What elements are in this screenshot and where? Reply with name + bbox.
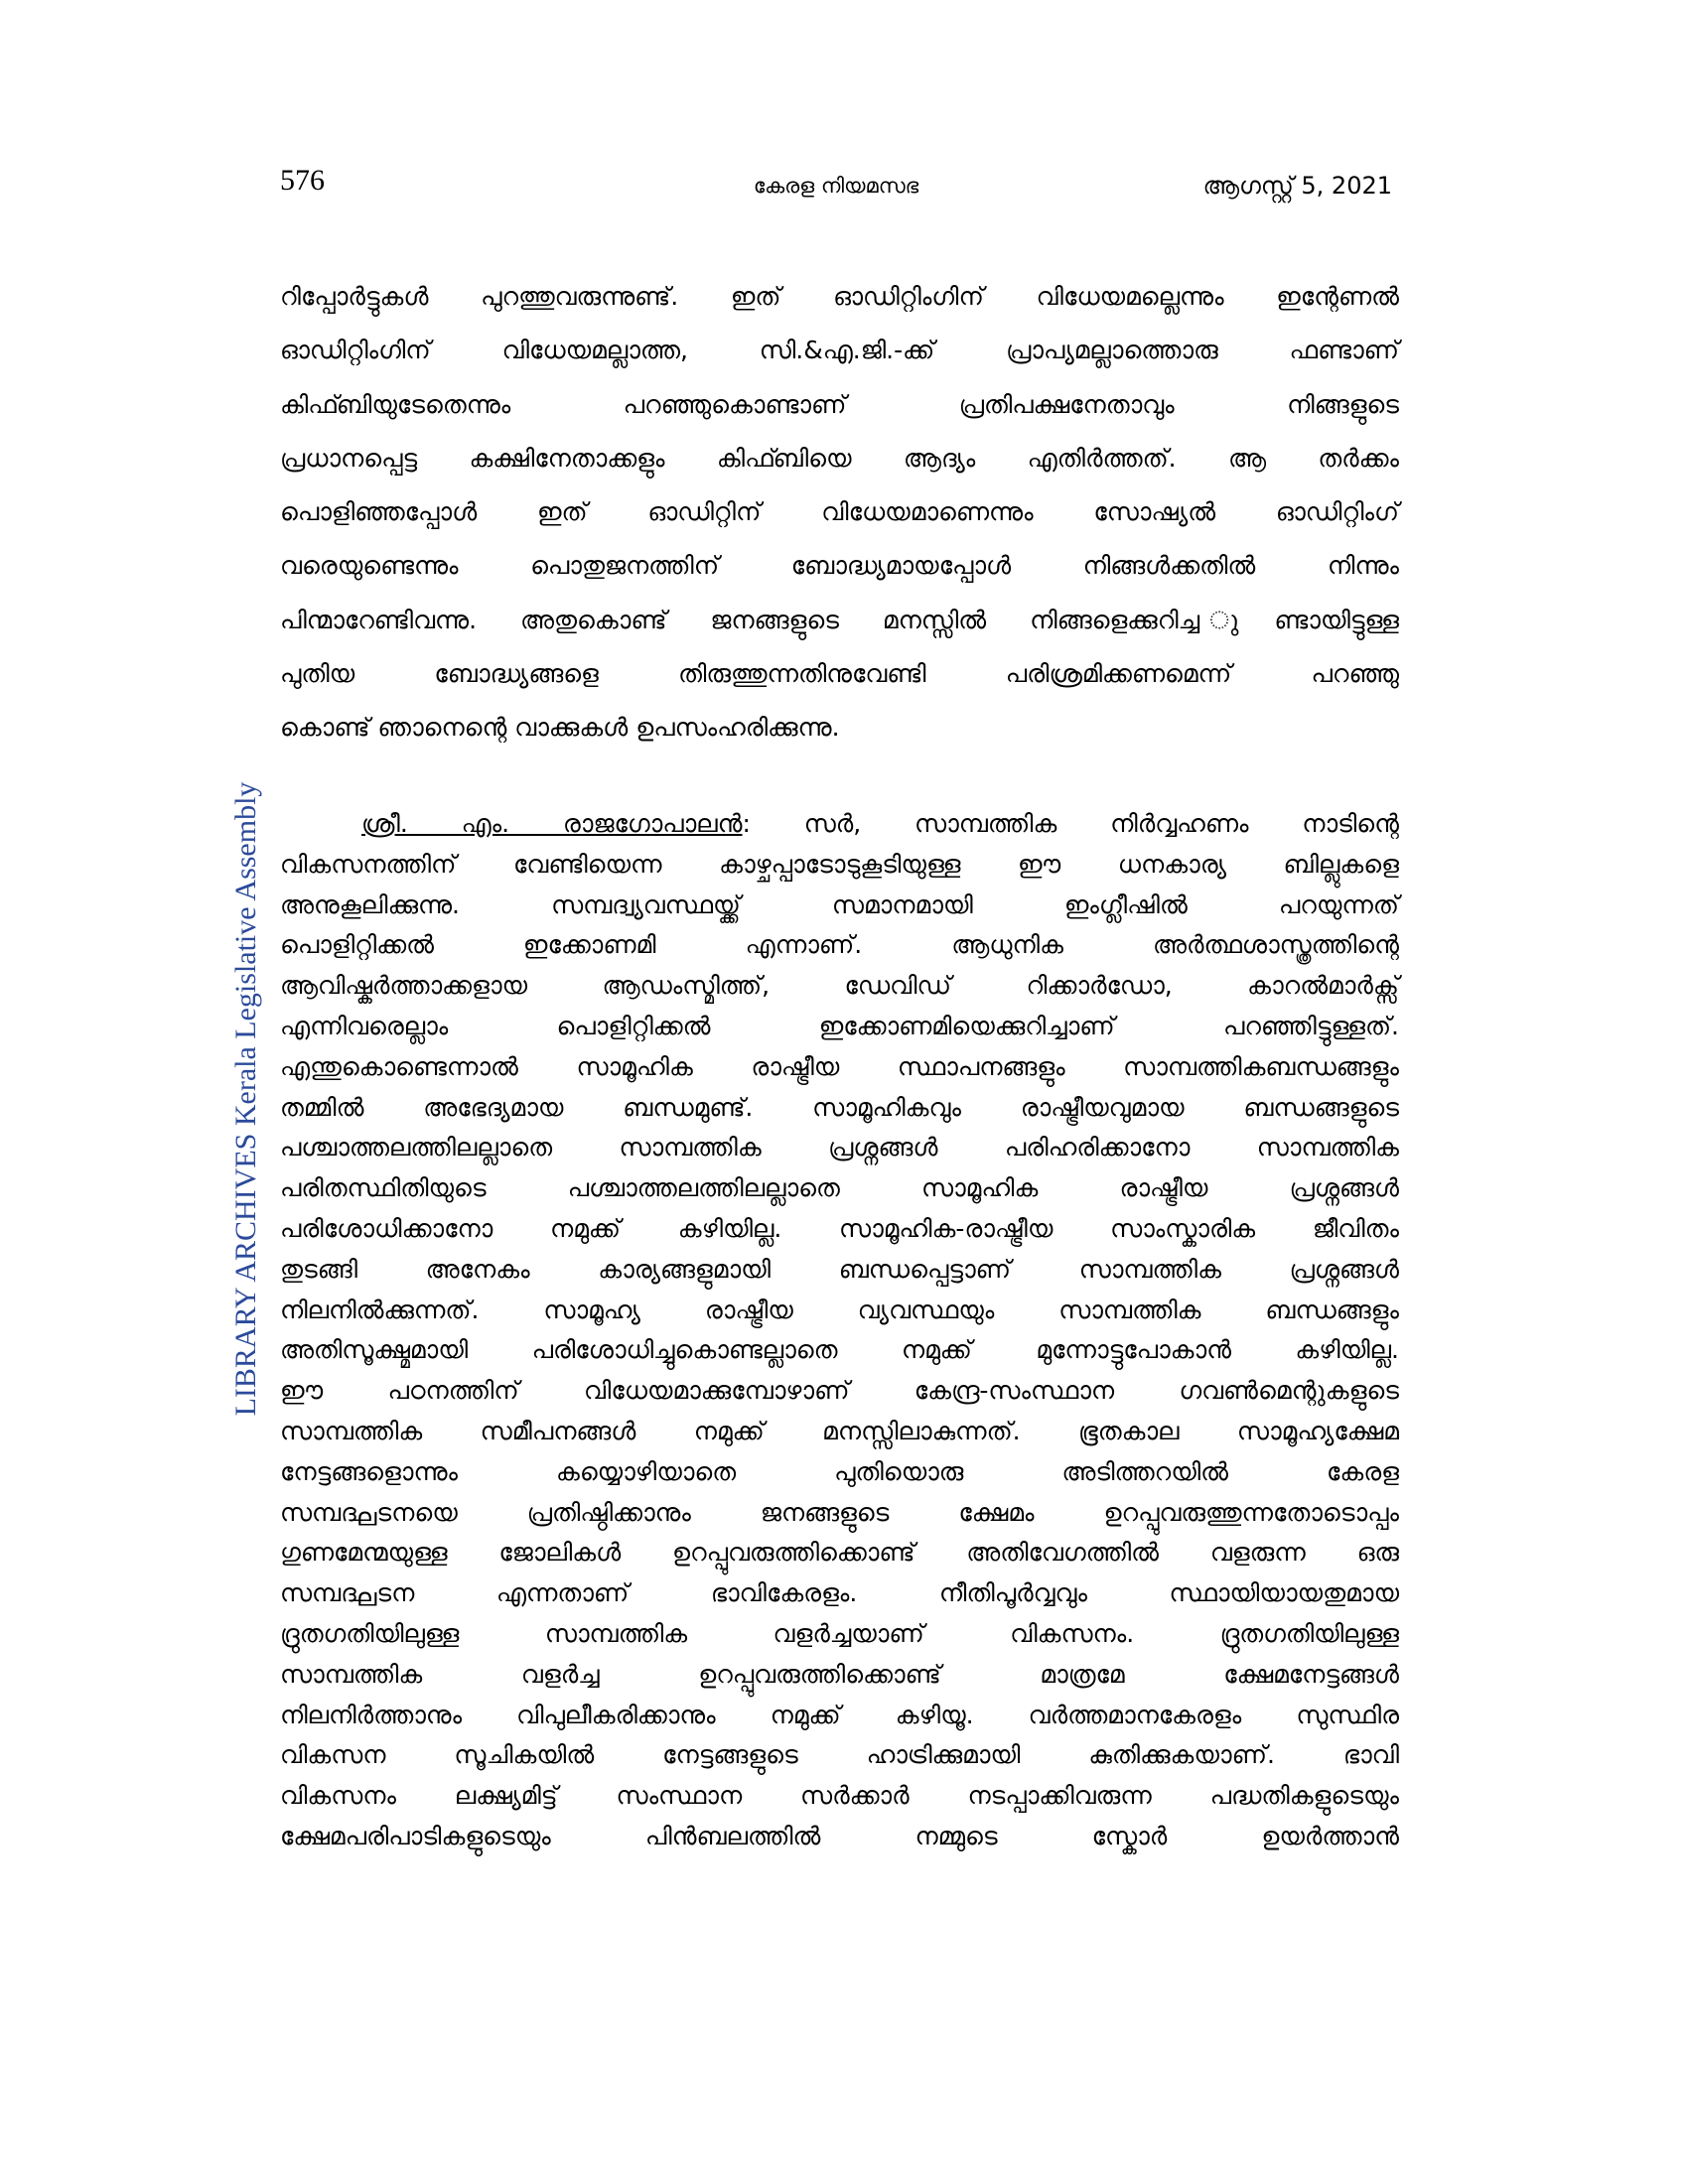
text-line: അതിസൂക്ഷ്മമായി പരിശോധിച്ചുകൊണ്ടല്ലാതെ നമുക്ക് മുന്നോട്ടുപോകാൻ കഴിയില്ല. [280,1335,1399,1365]
text-line: തുടങ്ങി അനേകം കാര്യങ്ങളുമായി ബന്ധപ്പെട്ടാണ് സാമ്പത്തിക പ്രശ്നങ്ങൾ [280,1254,1399,1284]
text-line: പുതിയ ബോദ്ധ്യങ്ങളെ തിരുത്തുന്നതിനുവേണ്ടി പരിശ്രമിക്കണമെന്ന് പറഞ്ഞു [280,659,1399,689]
header-date: ആഗസ്റ്റ് 5, 2021 [1202,172,1392,200]
text-line: ദ്രുതഗതിയിലുള്ള സാമ്പത്തിക വളർച്ചയാണ് വികസനം. ദ്രുതഗതിയിലുള്ള [280,1618,1399,1648]
text-line: പൊളിഞ്ഞപ്പോൾ ഇത് ഓഡിറ്റിന് വിധേയമാണെന്നും സോഷ്യൽ ഓഡിറ്റിംഗ് [280,497,1399,527]
text-line: എന്നിവരെല്ലാം പൊളിറ്റിക്കൽ ഇക്കോണമിയെക്കുറിച്ചാണ് പറഞ്ഞിട്ടുള്ളത്. [280,1011,1399,1040]
text-line: അനുകൂലിക്കുന്നു. സമ്പദ്വ്യവസ്ഥയ്ക്ക് സമാനമായി ഇംഗ്ലീഷിൽ പറയുന്നത് [280,889,1399,919]
text-line: നിലനിർത്താനും വിപുലീകരിക്കാനും നമുക്ക് കഴിയൂ. വർത്തമാനകേരളം സുസ്ഥിര [280,1700,1399,1729]
text-line: നേട്ടങ്ങളൊന്നും കയ്യൊഴിയാതെ പുതിയൊരു അടിത്തറയിൽ കേരള [280,1456,1399,1486]
text-line: വികസനം ലക്ഷ്യമിട്ട് സംസ്ഥാന സർക്കാർ നടപ്പാക്കിവരുന്ന പദ്ധതികളുടെയും [280,1781,1399,1811]
archive-watermark: LIBRARY ARCHIVES Kerala Legislative Assembly [229,781,262,1417]
text-line: സാമ്പത്തിക വളർച്ച ഉറപ്പുവരുത്തിക്കൊണ്ട് മാത്രമേ ക്ഷേമനേട്ടങ്ങൾ [280,1659,1399,1689]
text-line: ക്ഷേമപരിപാടികളുടെയും പിൻബലത്തിൽ നമ്മുടെ സ്കോർ ഉയർത്താൻ [280,1821,1399,1850]
text-line: വരെയുണ്ടെന്നും പൊതുജനത്തിന് ബോദ്ധ്യമായപ്പോൾ നിങ്ങൾക്കതിൽ നിന്നും [280,551,1399,581]
page-header [280,164,1392,213]
text-line: എന്തുകൊണ്ടെന്നാൽ സാമൂഹിക രാഷ്ട്രീയ സ്ഥാപനങ്ങളും സാമ്പത്തികബന്ധങ്ങളും [280,1051,1399,1081]
text-line: ഓഡിറ്റിംഗിന് വിധേയമല്ലാത്ത, സി.&എ.ജി.-ക്ക് പ്രാപ്യമല്ലാത്തൊരു ഫണ്ടാണ് [280,336,1399,365]
text-line: കിഫ്ബിയുടേതെന്നും പറഞ്ഞുകൊണ്ടാണ് പ്രതിപക്ഷനേതാവും നിങ്ങളുടെ [280,389,1399,419]
text-line: തമ്മിൽ അഭേദ്യമായ ബന്ധമുണ്ട്. സാമൂഹികവും രാഷ്ട്രീയവുമായ ബന്ധങ്ങളുടെ [280,1092,1399,1122]
text-line: സമ്പദ്ഘടന എന്നതാണ് ഭാവികേരളം. നീതിപൂർവ്വവും സ്ഥായിയായതുമായ [280,1578,1399,1608]
text-line: പിന്മാറേണ്ടിവന്നു. അതുകൊണ്ട് ജനങ്ങളുടെ മനസ്സിൽ നിങ്ങളെക്കുറിച്ച ുണ്ടായിട്ടുള്ള [280,605,1399,634]
speaker-line [280,804,1399,845]
text-line: വികസന സൂചികയിൽ നേട്ടങ്ങളുടെ ഹാട്രിക്കുമായി കുതിക്കുകയാണ്. ഭാവി [280,1740,1399,1770]
text-line: പരിശോധിക്കാനോ നമുക്ക് കഴിയില്ല. സാമൂഹിക-രാഷ്ട്രീയ സാംസ്കാരിക ജീവിതം [280,1213,1399,1243]
text-line: വികസനത്തിന് വേണ്ടിയെന്ന കാഴ്ചപ്പാടോടുകൂടിയുള്ള ഈ ധനകാര്യ ബില്ലുകളെ [280,849,1399,879]
text-line: പ്രധാനപ്പെട്ട കക്ഷിനേതാക്കളും കിഫ്ബിയെ ആദ്യം എതിർത്തത്. ആ തർക്കം [280,443,1399,473]
text-line: സമ്പദ്ഘടനയെ പ്രതിഷ്ഠിക്കാനും ജനങ്ങളുടെ ക്ഷേമം ഉറപ്പുവരുത്തുന്നതോടൊപ്പം [280,1497,1399,1527]
text-line: സാമ്പത്തിക സമീപനങ്ങൾ നമുക്ക് മനസ്സിലാകുന്നത്. ഭൂതകാല സാമൂഹ്യക്ഷേമ [280,1416,1399,1445]
text-line: ഗുണമേന്മയുള്ള ജോലികൾ ഉറപ്പുവരുത്തിക്കൊണ്ട് അതിവേഗത്തിൽ വളരുന്ന ഒരു [280,1538,1399,1568]
text-line: റിപ്പോർട്ടുകൾ പുറത്തുവരുന്നുണ്ട്. ഇത് ഓഡിറ്റിംഗിന് വിധേയമല്ലെന്നും ഇന്റേണൽ [280,282,1399,311]
speaker-name: ശ്രീ. എം. രാജഗോപാലൻ [361,809,743,838]
paragraph-1 [280,270,1399,755]
paragraph-2 [280,804,1399,1857]
header-title: കേരള നിയമസഭ [753,174,919,198]
text-line: നിലനിൽക്കുന്നത്. സാമൂഹ്യ രാഷ്ട്രീയ വ്യവസ്ഥയും സാമ്പത്തിക ബന്ധങ്ങളും [280,1295,1399,1324]
text-line: പശ്ചാത്തലത്തിലല്ലാതെ സാമ്പത്തിക പ്രശ്നങ്ങൾ പരിഹരിക്കാനോ സാമ്പത്തിക [280,1133,1399,1162]
text-line: കൊണ്ട് ഞാനെന്റെ വാക്കുകൾ ഉപസംഹരിക്കുന്നു. [280,713,840,743]
text-line: ആവിഷ്കർത്താക്കളായ ആഡംസ്മിത്ത്, ഡേവിഡ് റിക്കാർഡോ, കാറൽമാർക്സ് [280,971,1399,1001]
page-number: 576 [280,164,325,197]
speech-start: : സർ, സാമ്പത്തിക നിർവ്വഹണം നാടിന്റെ [742,809,1399,838]
text-line: ഈ പഠനത്തിന് വിധേയമാക്കുമ്പോഴാണ് കേന്ദ്ര-സംസ്ഥാന ഗവൺമെന്റുകളുടെ [280,1376,1399,1406]
text-line: പൊളിറ്റിക്കൽ ഇക്കോണമി എന്നാണ്. ആധുനിക അർത്ഥശാസ്ത്രത്തിന്റെ [280,930,1399,960]
text-line: പരിതസ്ഥിതിയുടെ പശ്ചാത്തലത്തിലല്ലാതെ സാമൂഹിക രാഷ്ട്രീയ പ്രശ്നങ്ങൾ [280,1173,1399,1203]
